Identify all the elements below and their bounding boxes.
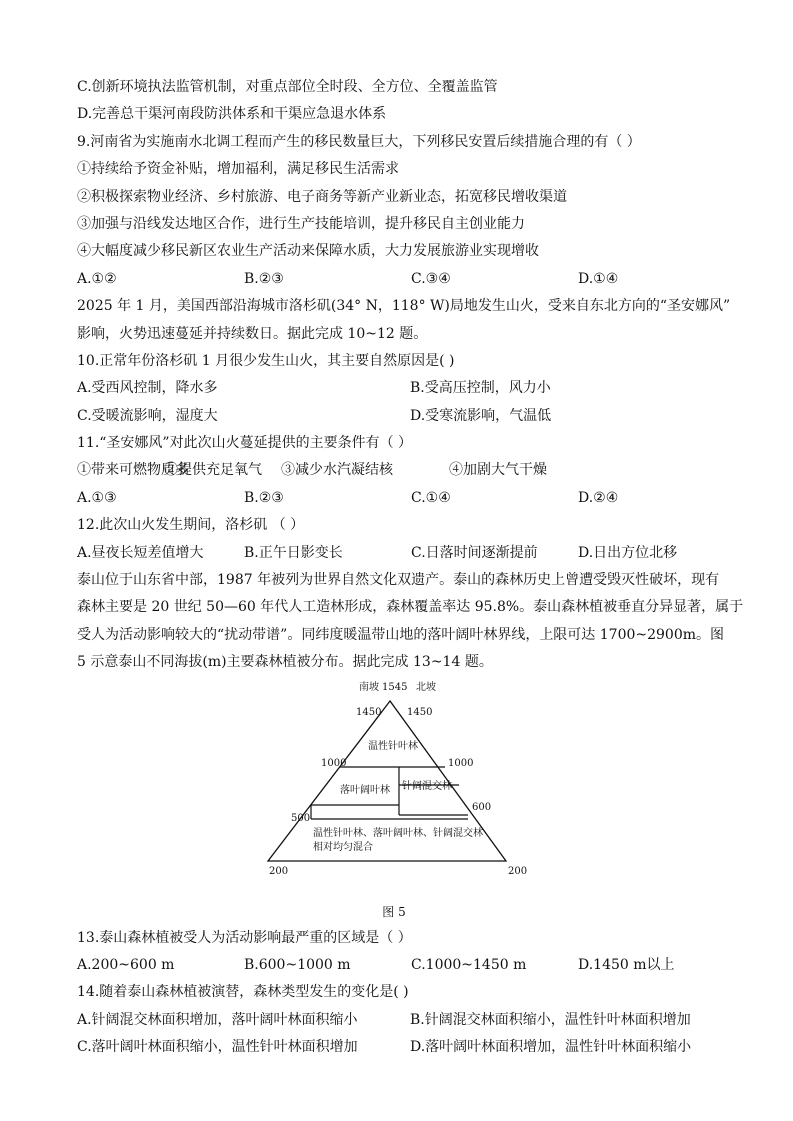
q9-statement-2: ②积极探索物业经济、乡村旅游、电子商务等新产业新业态，拓宽移民增收渠道 [77, 188, 567, 205]
passage-13-14-line4: 5 示意泰山不同海拔(m)主要森林植被分布。据此完成 13~14 题。 [77, 654, 493, 671]
q11-option-b: B.②③ [244, 489, 284, 506]
q10-option-b: B.受高压控制，风力小 [410, 380, 551, 397]
passage-10-12-line2: 影响，火势迅速蔓延并持续数日。据此完成 10~12 题。 [77, 325, 428, 342]
q10-option-d: D.受寒流影响，气温低 [410, 407, 552, 424]
q14-option-c: C.落叶阔叶林面积缩小，温性针叶林面积增加 [77, 1039, 358, 1056]
right-1000-label: 1000 [448, 757, 474, 769]
zone-conifer-label: 温性针叶林 [368, 740, 418, 752]
q8-option-c: C.创新环境执法监管机制，对重点部位全时段、全方位、全覆盖监管 [77, 79, 498, 95]
q14-option-b: B.针阔混交林面积缩小，温性针叶林面积增加 [410, 1011, 691, 1028]
zone-bottom-label-1: 温性针叶林、落叶阔叶林、针阔混交林 [313, 827, 483, 839]
q9-statement-4: ④大幅度减少移民新区农业生产活动来保障水质，大力发展旅游业实现增收 [77, 243, 539, 260]
q11-statements [77, 457, 717, 484]
left-500-label: 500 [291, 812, 311, 824]
passage-13-14-line3: 受人为活动影响较大的“扰动带谱”。同纬度暖温带山地的落叶阔叶林界线，上限可达 1700~2900m。图 [77, 626, 725, 643]
south-slope-label: 南坡 [359, 681, 379, 693]
q14-option-d: D.落叶阔叶林面积增加，温性针叶林面积缩小 [410, 1039, 692, 1056]
question-11: 11.“圣安娜风”对此次山火蔓延提供的主要条件有（ ） [77, 435, 413, 452]
q14-options-row1 [77, 1007, 717, 1034]
q11-option-d: D.②④ [578, 489, 619, 506]
right-200-label: 200 [508, 865, 528, 877]
q11-statement-3: ③减少水汽凝结核 [281, 462, 393, 479]
q11-statement-1: ①带来可燃物质多 [77, 462, 189, 479]
q13-option-c: C.1000~1450 m [411, 956, 527, 973]
left-200-label: 200 [269, 865, 289, 877]
question-9: 9.河南省为实施南水北调工程而产生的移民数量巨大，下列移民安置后续措施合理的有（ ） [77, 133, 641, 150]
q13-option-a: A.200~600 m [77, 956, 175, 973]
q9-options [77, 266, 717, 293]
question-14: 14.随着泰山森林植被演替，森林类型发生的变化是( ) [77, 984, 409, 1001]
north-slope-label: 北坡 [416, 681, 436, 693]
q12-option-d: D.日出方位北移 [578, 544, 678, 561]
exam-page [77, 74, 744, 1062]
q14-option-a: A.针阔混交林面积增加，落叶阔叶林面积缩小 [77, 1011, 358, 1028]
q12-options [77, 540, 717, 567]
question-10: 10.正常年份洛杉矶 1 月很少发生山火，其主要自然原因是( ) [77, 352, 455, 369]
figure-caption: 图 5 [382, 904, 406, 919]
q9-option-d: D.①④ [578, 270, 619, 287]
q13-option-b: B.600~1000 m [244, 956, 351, 973]
q12-option-a: A.昼夜长短差值增大 [77, 544, 204, 561]
q10-option-a: A.受西风控制，降水多 [77, 380, 218, 397]
q11-option-a: A.①③ [77, 489, 117, 506]
passage-13-14-line2: 森林主要是 20 世纪 50—60 年代人工造林形成，森林覆盖率达 95.8%。泰山森林植被垂直分异显著，属于 [77, 599, 744, 616]
zone-bottom-label-2: 相对均匀混合 [313, 841, 373, 853]
q10-options-row2 [77, 403, 717, 430]
q8-option-d: D.完善总干渠河南段防洪体系和干渠应急退水体系 [77, 106, 387, 123]
passage-10-12-line1: 2025 年 1 月，美国西部沿海城市洛杉矶(34° N，118° W)局地发生山火，受来自东北方向的“圣安娜风” [77, 298, 731, 315]
q11-option-c: C.①④ [411, 489, 451, 506]
figure-5-vegetation-diagram [77, 679, 717, 899]
q10-option-c: C.受暖流影响，湿度大 [77, 407, 218, 424]
q9-statement-1: ①持续给予资金补贴，增加福利，满足移民生活需求 [77, 161, 399, 178]
zone-deciduous-label: 落叶阔叶林 [340, 784, 390, 796]
q9-option-b: B.②③ [244, 270, 284, 287]
q9-option-c: C.③④ [411, 270, 451, 287]
right-600-label: 600 [472, 801, 492, 813]
q14-options-row2 [77, 1034, 717, 1061]
passage-13-14-line1: 泰山位于山东省中部，1987 年被列为世界自然文化双遗产。泰山的森林历史上曾遭受毁灭性破坏，现有 [77, 572, 720, 589]
q12-option-b: B.正午日影变长 [244, 544, 343, 561]
question-12: 12.此次山火发生期间，洛杉矶 （ ） [77, 517, 305, 534]
peak-elevation-label: 1545 [382, 681, 408, 693]
zone-mixed-label: 针阔混交林 [402, 780, 452, 792]
left-1450-label: 1450 [356, 706, 382, 718]
q9-statement-3: ③加强与沿线发达地区合作，进行生产技能培训，提升移民自主创业能力 [77, 215, 525, 232]
question-13: 13.泰山森林植被受人为活动影响最严重的区域是（ ） [77, 929, 412, 946]
q10-options-row1 [77, 375, 717, 402]
q11-statement-4: ④加剧大气干燥 [449, 462, 547, 479]
right-1450-label: 1450 [407, 706, 433, 718]
q13-option-d: D.1450 m以上 [578, 956, 675, 973]
vegetation-zone-diagram [77, 679, 717, 899]
q11-options [77, 485, 717, 512]
left-1000-label: 1000 [321, 757, 347, 769]
q12-option-c: C.日落时间逐渐提前 [411, 544, 538, 561]
q11-statement-2: ②提供充足氧气 [164, 462, 262, 479]
q9-option-a: A.①② [77, 270, 117, 287]
q13-options [77, 952, 717, 979]
